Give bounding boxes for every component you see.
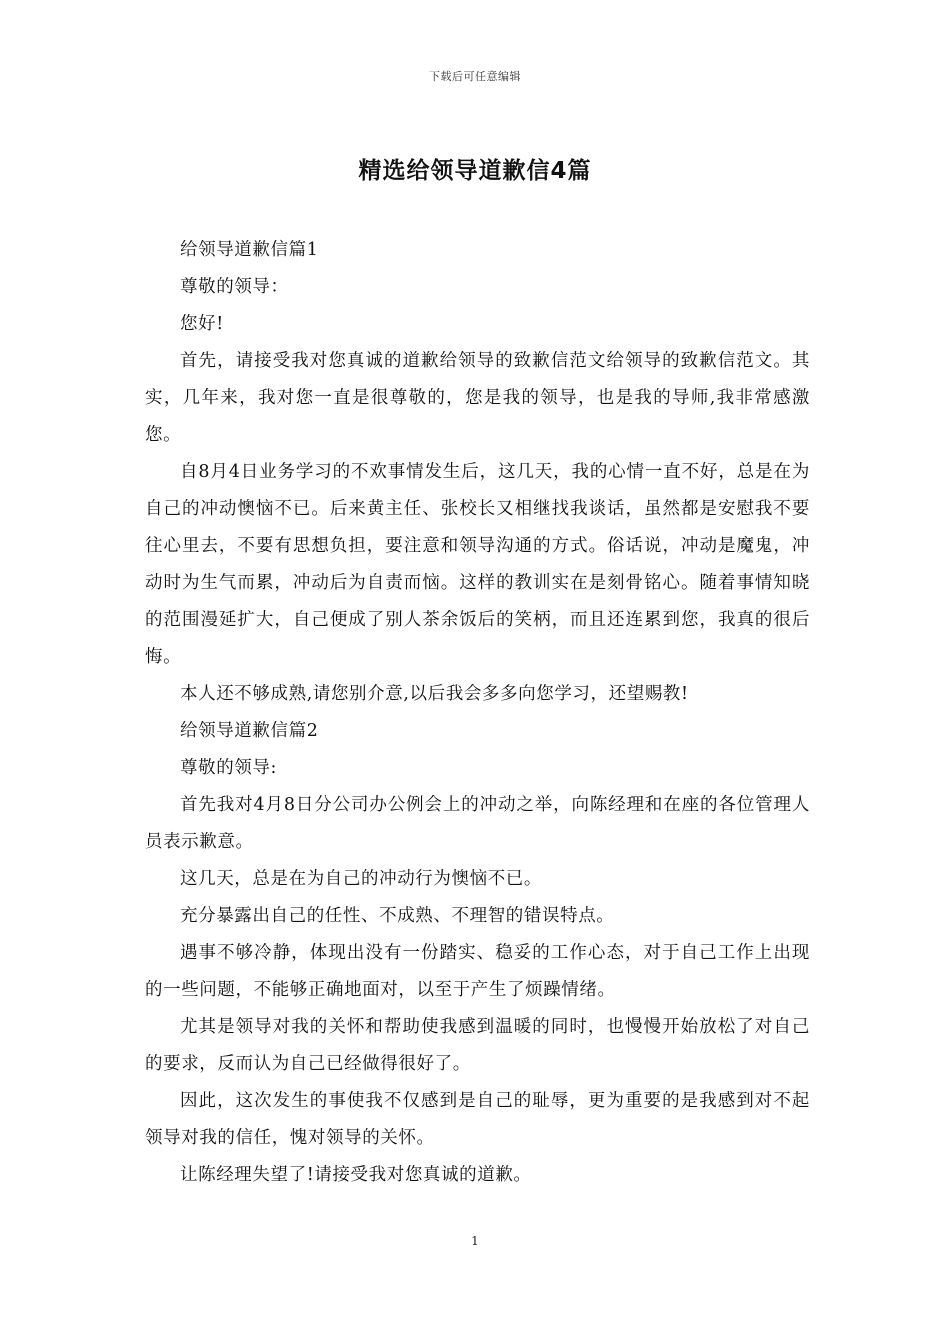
- body-paragraph: 本人还不够成熟,请您别介意,以后我会多多向您学习，还望赐教!: [180, 684, 689, 704]
- body-paragraph: 尤其是领导对我的关怀和帮助使我感到温暖的同时，也慢慢开始放松了对自己的要求，反而认为自己已经做得很好了。: [145, 1017, 810, 1074]
- greeting: 您好!: [180, 314, 224, 334]
- salutation: 尊敬的领导:: [180, 758, 277, 778]
- body-paragraph: 充分暴露出自己的任性、不成熟、不理智的错误特点。: [180, 906, 615, 926]
- section-heading-2: 给领导道歉信篇2: [180, 721, 319, 741]
- body-paragraph: 让陈经理失望了!请接受我对您真诚的道歉。: [180, 1165, 532, 1185]
- document-title: 精选给领导道歉信4篇: [358, 158, 592, 184]
- section-heading-1: 给领导道歉信篇1: [180, 240, 319, 260]
- body-paragraph: 首先我对4月8日分公司办公例会上的冲动之举，向陈经理和在座的各位管理人员表示歉意。: [145, 795, 810, 852]
- document-body: [145, 232, 810, 1194]
- body-paragraph: 遇事不够冷静，体现出没有一份踏实、稳妥的工作心态，对于自己工作上出现的一些问题，不能够正确地面对，以至于产生了烦躁情绪。: [145, 943, 810, 1000]
- body-paragraph: 这几天，总是在为自己的冲动行为懊恼不已。: [180, 869, 542, 889]
- page-header: 下载后可任意编辑: [429, 70, 521, 83]
- body-paragraph: 首先，请接受我对您真诚的道歉给领导的致歉信范文给领导的致歉信范文。其实，几年来，我对您一直是很尊敬的，您是我的领导，也是我的导师,我非常感激您。: [145, 351, 810, 445]
- body-paragraph: 因此，这次发生的事使我不仅感到是自己的耻辱，更为重要的是我感到对不起领导对我的信任，愧对领导的关怀。: [145, 1091, 810, 1148]
- body-paragraph: 自8月4日业务学习的不欢事情发生后，这几天，我的心情一直不好，总是在为自己的冲动懊恼不已。后来黄主任、张校长又相继找我谈话，虽然都是安慰我不要往心里去，不要有思想负担，要注意和领导沟通的方式。俗话说，冲动是魔鬼，冲动时为生气而累，冲动后为自责而恼。这样的教训实在是刻骨铭心。随着事情知晓的范围漫延扩大，自己便成了别人茶余饭后的笑柄，而且还连累到您，我真的很后悔。: [145, 462, 810, 667]
- page-number: 1: [471, 1234, 479, 1248]
- salutation: 尊敬的领导：: [180, 277, 289, 297]
